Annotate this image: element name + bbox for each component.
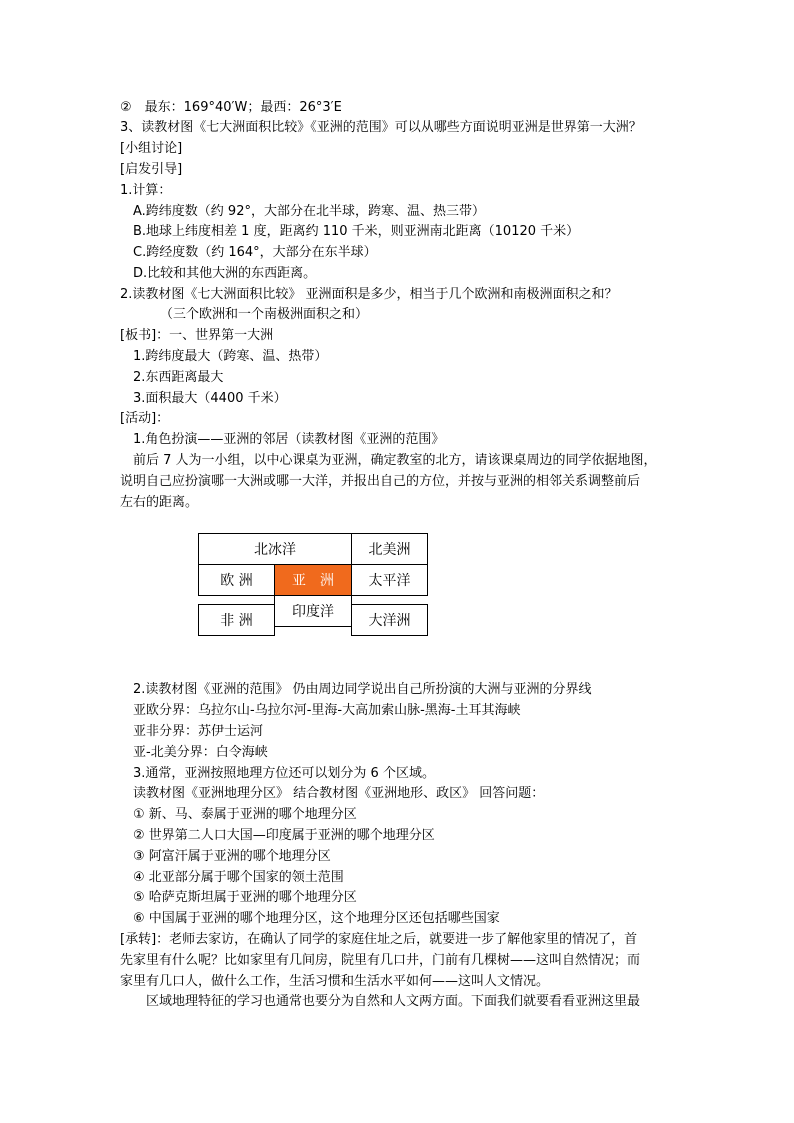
text-line: 前后 7 人为一小组，以中心课桌为亚洲，确定教室的北方，请该课桌周边的同学依据地图， — [133, 453, 657, 468]
text-line: 3.通常，亚洲按照地理方位还可以划分为 6 个区域。 — [133, 766, 435, 781]
text-line: 家里有几口人，做什么工作，生活习惯和生活水平如何——这叫人文情况。 — [120, 974, 550, 989]
text-line: 读教材图《亚洲地理分区》 结合教材图《亚洲地形、政区》 回答问题： — [133, 786, 545, 801]
text-line: （三个欧洲和一个南极洲面积之和） — [160, 307, 369, 322]
cell-asia: 亚 洲 — [274, 564, 352, 596]
text-line: 1.角色扮演——亚洲的邻居（读教材图《亚洲的范围》 — [133, 432, 445, 447]
text-line: 2.东西距离最大 — [133, 370, 224, 385]
cell-europe: 欧 洲 — [198, 564, 275, 596]
section-label: [板书]：一、世界第一大洲 — [120, 328, 274, 343]
text-line: 2.读教材图《七大洲面积比较》 亚洲面积是多少，相当于几个欧洲和南极洲面积之和？ — [120, 287, 618, 302]
text-line: C.跨经度数（约 164°，大部分在东半球） — [133, 245, 377, 260]
text-line: 左右的距离。 — [120, 495, 199, 510]
section-label: [启发引导] — [120, 162, 183, 177]
cell-indian-ocean: 印度洋 — [274, 595, 352, 627]
section-label: [小组讨论] — [120, 141, 183, 156]
question-3: 3、读教材图《七大洲面积比较》《亚洲的范围》可以从哪些方面说明亚洲是世界第一大洲？ — [120, 120, 642, 135]
cell-north-america: 北美洲 — [351, 533, 428, 565]
text-line: 区域地理特征的学习也通常也要分为自然和人文两方面。下面我们就要看看亚洲这里最 — [146, 994, 641, 1009]
list-item: ⑤ 哈萨克斯坦属于亚洲的哪个地理分区 — [133, 890, 357, 905]
cell-arctic-ocean: 北冰洋 — [198, 533, 352, 565]
text-line: ② 最东：169°40′W；最西：26°3′E — [120, 100, 342, 115]
section-label: [活动]： — [120, 411, 170, 426]
cell-africa: 非 洲 — [198, 604, 275, 636]
text-line: 亚欧分界：乌拉尔山-乌拉尔河-里海-大高加索山脉-黑海-土耳其海峡 — [133, 703, 521, 718]
list-item: ③ 阿富汗属于亚洲的哪个地理分区 — [133, 849, 331, 864]
list-item: ⑥ 中国属于亚洲的哪个地理分区，这个地理分区还包括哪些国家 — [133, 911, 500, 926]
text-line: B.地球上纬度相差 1 度，距离约 110 千米，则亚洲南北距离（10120 千米） — [133, 224, 580, 239]
text-line: 1.计算： — [120, 183, 172, 198]
list-item: ① 新、马、泰属于亚洲的哪个地理分区 — [133, 807, 357, 822]
list-item: ④ 北亚部分属于哪个国家的领土范围 — [133, 870, 344, 885]
text-line: 3.面积最大（4400 千米） — [133, 391, 287, 406]
text-line: D.比较和其他大洲的东西距离。 — [133, 266, 317, 281]
text-line: 1.跨纬度最大（跨寒、温、热带） — [133, 349, 328, 364]
cell-pacific-ocean: 太平洋 — [351, 564, 428, 596]
text-line: 亚非分界：苏伊士运河 — [133, 724, 264, 739]
text-line: 先家里有什么呢？比如家里有几间房，院里有几口井，门前有几棵树——这叫自然情况；而 — [120, 953, 641, 968]
cell-oceania: 大洋洲 — [351, 604, 428, 636]
list-item: ② 世界第二人口大国—印度属于亚洲的哪个地理分区 — [133, 828, 435, 843]
section-label: [承转]：老师去家访，在确认了同学的家庭住址之后，就要进一步了解他家里的情况了，首 — [120, 932, 638, 947]
text-line: 亚-北美分界：白令海峡 — [133, 745, 268, 760]
text-line: 2.读教材图《亚洲的范围》 仍由周边同学说出自己所扮演的大洲与亚洲的分界线 — [133, 682, 592, 697]
text-line: 说明自己应扮演哪一大洲或哪一大洋，并报出自己的方位，并按与亚洲的相邻关系调整前后 — [120, 474, 641, 489]
text-line: A.跨纬度数（约 92°，大部分在北半球，跨寒、温、热三带） — [133, 204, 485, 219]
